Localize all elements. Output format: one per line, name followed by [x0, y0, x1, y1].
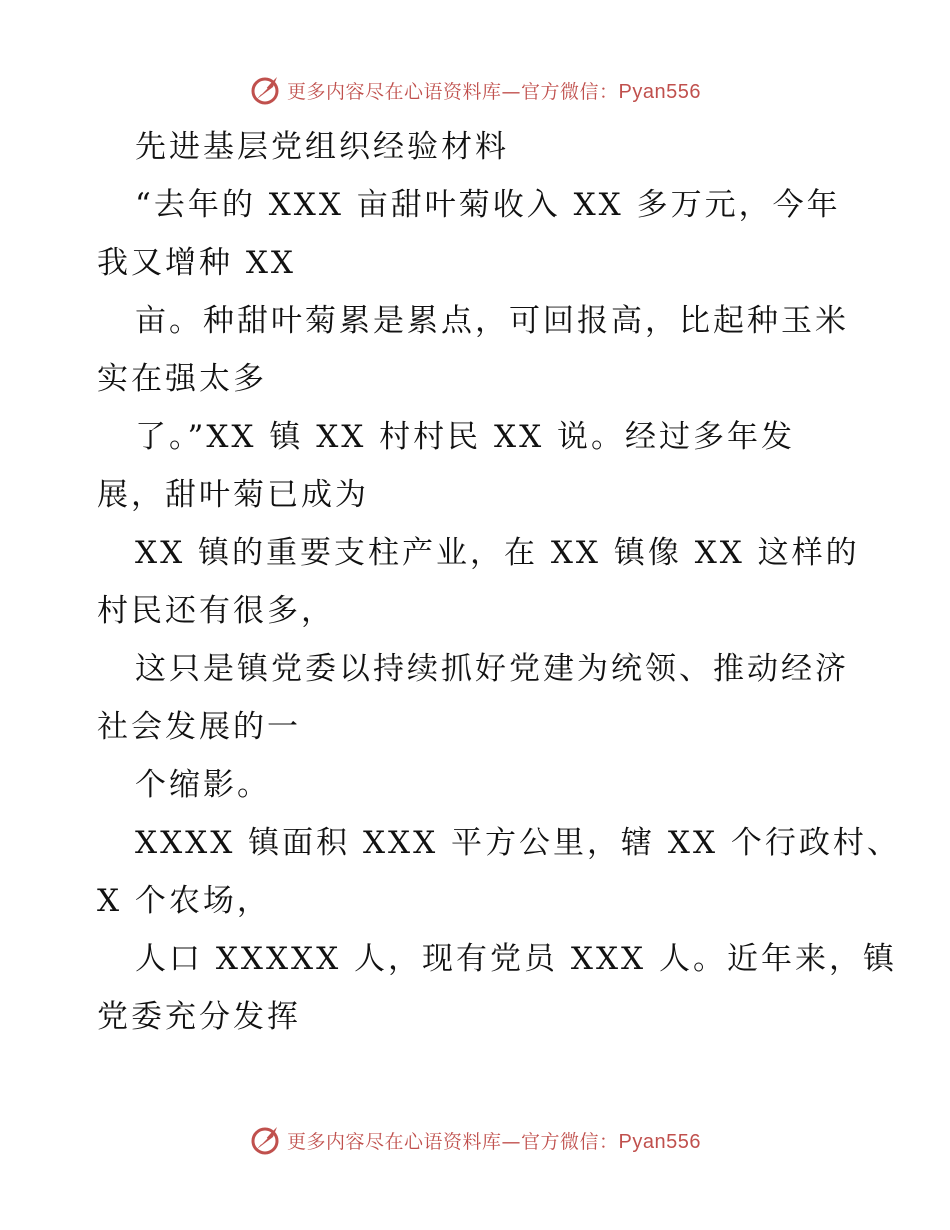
text-line: XXXX 镇面积 XXX 平方公里，辖 XX 个行政村、 — [135, 825, 901, 861]
text-line: 人口 XXXXX 人，现有党员 XXX 人。近年来，镇 — [135, 941, 897, 977]
text-line: 个缩影。 — [135, 767, 271, 803]
text-line: X 个农场， — [97, 883, 271, 919]
banner-text — [287, 77, 701, 104]
text-line: 展，甜叶菊已成为 — [97, 477, 369, 513]
text-line: 亩。种甜叶菊累是累点，可回报高，比起种玉米 — [135, 303, 849, 339]
quill-pen-logo-icon — [249, 1123, 283, 1157]
text-line: 我又增种 XX — [97, 245, 296, 281]
text-line: 实在强太多 — [97, 361, 267, 397]
text-line: XX 镇的重要支柱产业，在 XX 镇像 XX 这样的 — [135, 535, 860, 571]
text-line: 先进基层党组织经验材料 — [135, 129, 509, 165]
text-line: 这只是镇党委以持续抓好党建为统领、推动经济 — [135, 651, 849, 687]
banner-caption: 更多内容尽在心语资料库—官方微信： — [287, 80, 619, 103]
text-line: “去年的 XXX 亩甜叶菊收入 XX 多万元，今年 — [135, 187, 841, 223]
document-body — [97, 118, 901, 1046]
banner-wechat-id: Pyan556 — [618, 80, 701, 103]
quill-pen-logo-icon — [249, 73, 283, 107]
banner-caption: 更多内容尽在心语资料库—官方微信： — [287, 1130, 619, 1153]
text-line: 了。”XX 镇 XX 村村民 XX 说。经过多年发 — [135, 419, 796, 455]
banner-wechat-id: Pyan556 — [618, 1130, 701, 1153]
banner-text — [287, 1127, 701, 1154]
text-line: 党委充分发挥 — [97, 999, 301, 1035]
text-line: 社会发展的一 — [97, 709, 301, 745]
header-banner — [0, 70, 950, 110]
text-line: 村民还有很多， — [97, 593, 335, 629]
footer-banner — [0, 1120, 950, 1160]
